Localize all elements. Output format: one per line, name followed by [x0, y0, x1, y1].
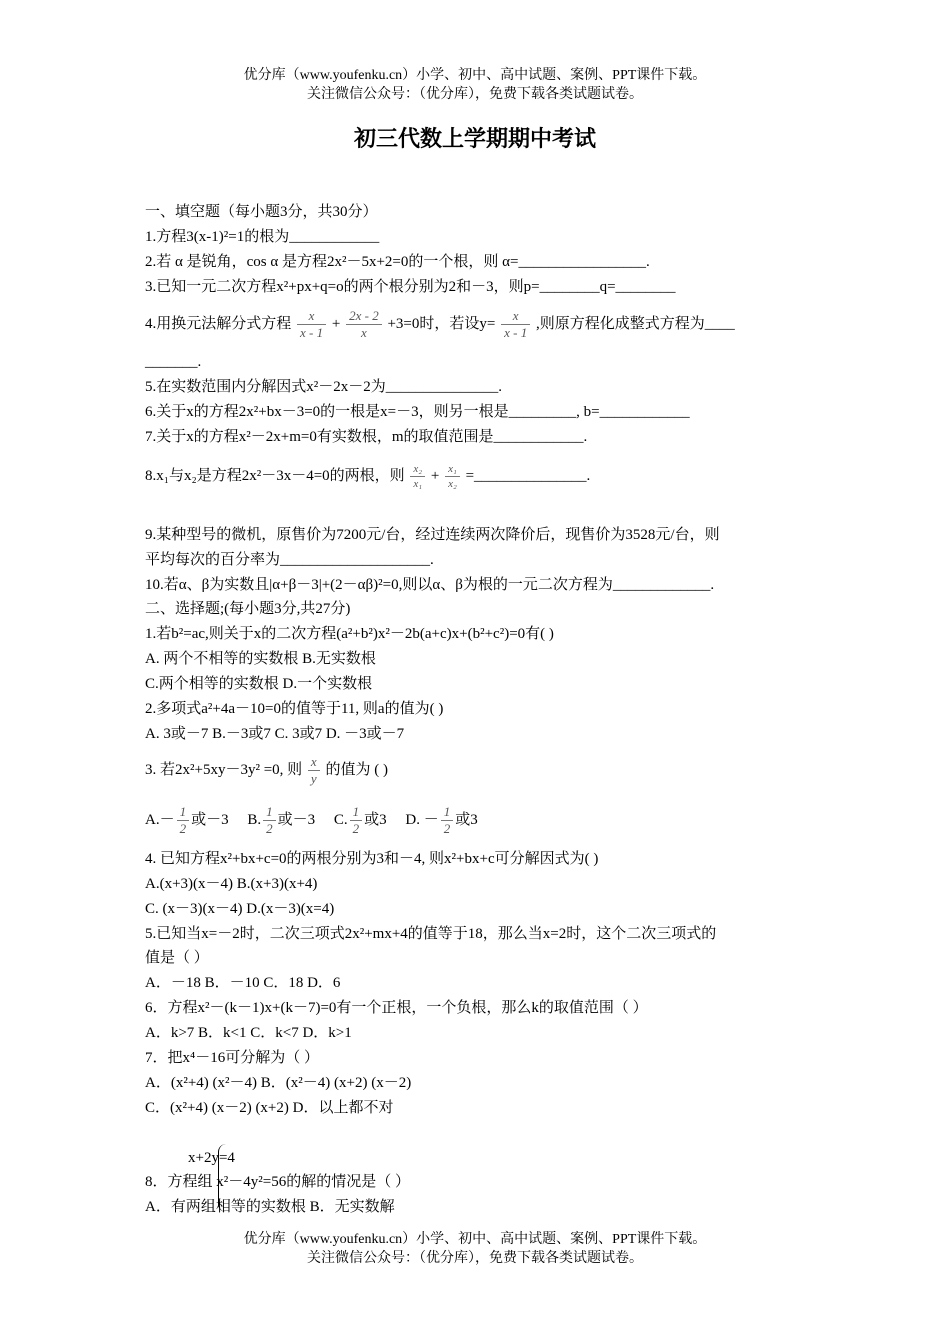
header-wechat-line: 关注微信公众号：（优分库），免费下载各类试题试卷。 — [307, 87, 643, 102]
fill-q4 — [145, 304, 735, 344]
fill-q10: 10.若α、β为实数且|α+β－3|+(2－αβ)²=0,则以α、β为根的一元二次方程为_____________. — [145, 577, 715, 593]
choice-q3-frac: $\frac{x}{y}$ — [308, 754, 320, 787]
choice-q3-option-a-text: 或－3 — [191, 812, 229, 828]
fill-q8-text-b: =_______________. — [465, 468, 591, 484]
choice-q8-system-eq1: x+2y=4 — [188, 1150, 235, 1166]
choice-q2-options: A. 3或－7 B.－3或7 C. 3或7 D. －3或－7 — [145, 726, 405, 742]
fill-q3: 3.已知一元二次方程x²+px+q=o的两个根分别为2和－3，则p=________q=________ — [145, 279, 676, 295]
choice-q3-option-a-label: A.－ — [145, 812, 175, 828]
footer-source-line: 优分库（www.youfenku.cn）小学、初中、高中试题、案例、PPT课件下载。 — [243, 1232, 707, 1247]
fill-q9-line1: 9.某种型号的微机，原售价为7200元/台，经过连续两次降价后，现售价为3528元/台，则 — [145, 527, 720, 543]
choice-q3-option-d-frac: $\frac{1}{2}$ — [441, 804, 454, 837]
choice-q4: 4. 已知方程x²+bx+c=0的两根分别为3和－4, 则x²+bx+c可分解因式为( ) — [145, 851, 599, 867]
fill-q9-line2: 平均每次的百分率为____________________. — [145, 552, 434, 568]
choice-q3-option-d-label: D. － — [405, 812, 439, 828]
choice-q1-options-cd: C.两个相等的实数根 D.一个实数根 — [145, 676, 373, 692]
choice-q8: 8．方程组 x²－4y²=56的解的情况是（ ） — [145, 1174, 410, 1190]
choice-q5-line2: 值是（ ） — [145, 950, 209, 966]
choice-q5-options: A．－18 B．－10 C．18 D．6 — [145, 975, 341, 991]
fill-q5: 5.在实数范围内分解因式x²－2x－2为_______________. — [145, 379, 502, 395]
choice-q2: 2.多项式a²+4a－10=0的值等于11, 则a的值为( ) — [145, 701, 444, 717]
section1-heading: 一、填空题（每小题3分，共30分） — [145, 204, 378, 220]
fill-q8-text-a: 8.x₁与x₂是方程2x²－3x－4=0的两根，则 — [145, 468, 405, 484]
fill-q8-frac2: $\frac{\text{x₁}}{\text{x₂}}$ — [445, 462, 460, 491]
choice-q3-option-b-label: B. — [247, 812, 262, 828]
choice-q4-options-ab: A.(x+3)(x－4) B.(x+3)(x+4) — [145, 876, 318, 892]
choice-q3-options — [145, 799, 478, 841]
choice-q5-line1: 5.已知当x=－2时，二次三项式2x²+mx+4的值等于18，那么当x=2时，这个二次三项式的 — [145, 926, 717, 942]
fill-q4-frac2: $\frac{2x - 2}{x}$ — [346, 308, 382, 341]
fill-q4-plus: + — [331, 316, 341, 332]
choice-q3-option-b-text: 或－3 — [277, 812, 316, 828]
choice-q7: 7．把x⁴－16可分解为（ ） — [145, 1050, 319, 1066]
choice-q4-options-cd: C. (x－3)(x－4) D.(x－3)(x=4) — [145, 901, 335, 917]
choice-q6: 6．方程x²－(k－1)x+(k－7)=0有一个正根，一个负根，那么k的取值范围（ ） — [145, 1000, 648, 1016]
choice-q3-option-c-text: 或3 — [364, 812, 387, 828]
fill-q2: 2.若 α 是锐角，cos α 是方程2x²－5x+2=0的一个根，则 α=_________________. — [145, 254, 650, 270]
fill-q4-frac3: $\frac{x}{x - 1}$ — [501, 308, 530, 341]
choice-q3-option-a-frac: $\frac{1}{2}$ — [177, 804, 190, 837]
choice-q8-options-ab: A．有两组相等的实数根 B．无实数解 — [145, 1199, 395, 1215]
choice-q3 — [145, 750, 388, 790]
footer-wechat-line: 关注微信公众号：（优分库），免费下载各类试题试卷。 — [307, 1251, 643, 1266]
fill-q4-frac1: $\frac{x}{x - 1}$ — [297, 308, 326, 341]
fill-q8-plus: + — [430, 468, 440, 484]
fill-q4-text-a: 4.用换元法解分式方程 — [145, 316, 292, 332]
fill-q8-frac1: $\frac{\text{x₂}}{\text{x₁}}$ — [410, 462, 425, 491]
choice-q1-options-ab: A. 两个不相等的实数根 B.无实数根 — [145, 651, 376, 667]
fill-q4-continued: _______. — [145, 354, 202, 370]
choice-q3-option-d-text: 或3 — [455, 812, 478, 828]
choice-q3-text-b: 的值为 ( ) — [325, 762, 388, 778]
choice-q3-option-c-label: C. — [333, 812, 348, 828]
fill-q7: 7.关于x的方程x²－2x+m=0有实数根，m的取值范围是____________. — [145, 429, 588, 445]
choice-q3-text-a: 3. 若2x²+5xy－3y² =0, 则 — [145, 762, 303, 778]
choice-q3-option-b-frac: $\frac{1}{2}$ — [263, 804, 276, 837]
section2-heading: 二、选择题;(每小题3分,共27分) — [145, 601, 351, 617]
page-title: 初三代数上学期期中考试 — [353, 127, 596, 152]
fill-q6: 6.关于x的方程2x²+bx－3=0的一根是x=－3，则另一根是_________, b=____________ — [145, 404, 690, 420]
choice-q3-option-c-frac: $\frac{1}{2}$ — [350, 804, 363, 837]
choice-q1: 1.若b²=ac,则关于x的二次方程(a²+b²)x²－2b(a+c)x+(b²+c²)=0有( ) — [145, 626, 554, 642]
choice-q6-options: A．k>7 B．k<1 C．k<7 D．k>1 — [145, 1025, 352, 1041]
choice-q7-options-cd: C．(x²+4) (x－2) (x+2) D．以上都不对 — [145, 1100, 394, 1116]
fill-q1: 1.方程3(x-1)²=1的根为____________ — [145, 229, 380, 245]
header-source-line: 优分库（www.youfenku.cn）小学、初中、高中试题、案例、PPT课件下载。 — [243, 68, 707, 83]
fill-q8 — [145, 458, 590, 494]
choice-q7-options-ab: A．(x²+4) (x²－4) B．(x²－4) (x+2) (x－2) — [145, 1075, 412, 1091]
fill-q4-text-b: +3=0时，若设y= — [387, 316, 496, 332]
fill-q4-text-c: ,则原方程化成整式方程为____ — [535, 316, 735, 332]
